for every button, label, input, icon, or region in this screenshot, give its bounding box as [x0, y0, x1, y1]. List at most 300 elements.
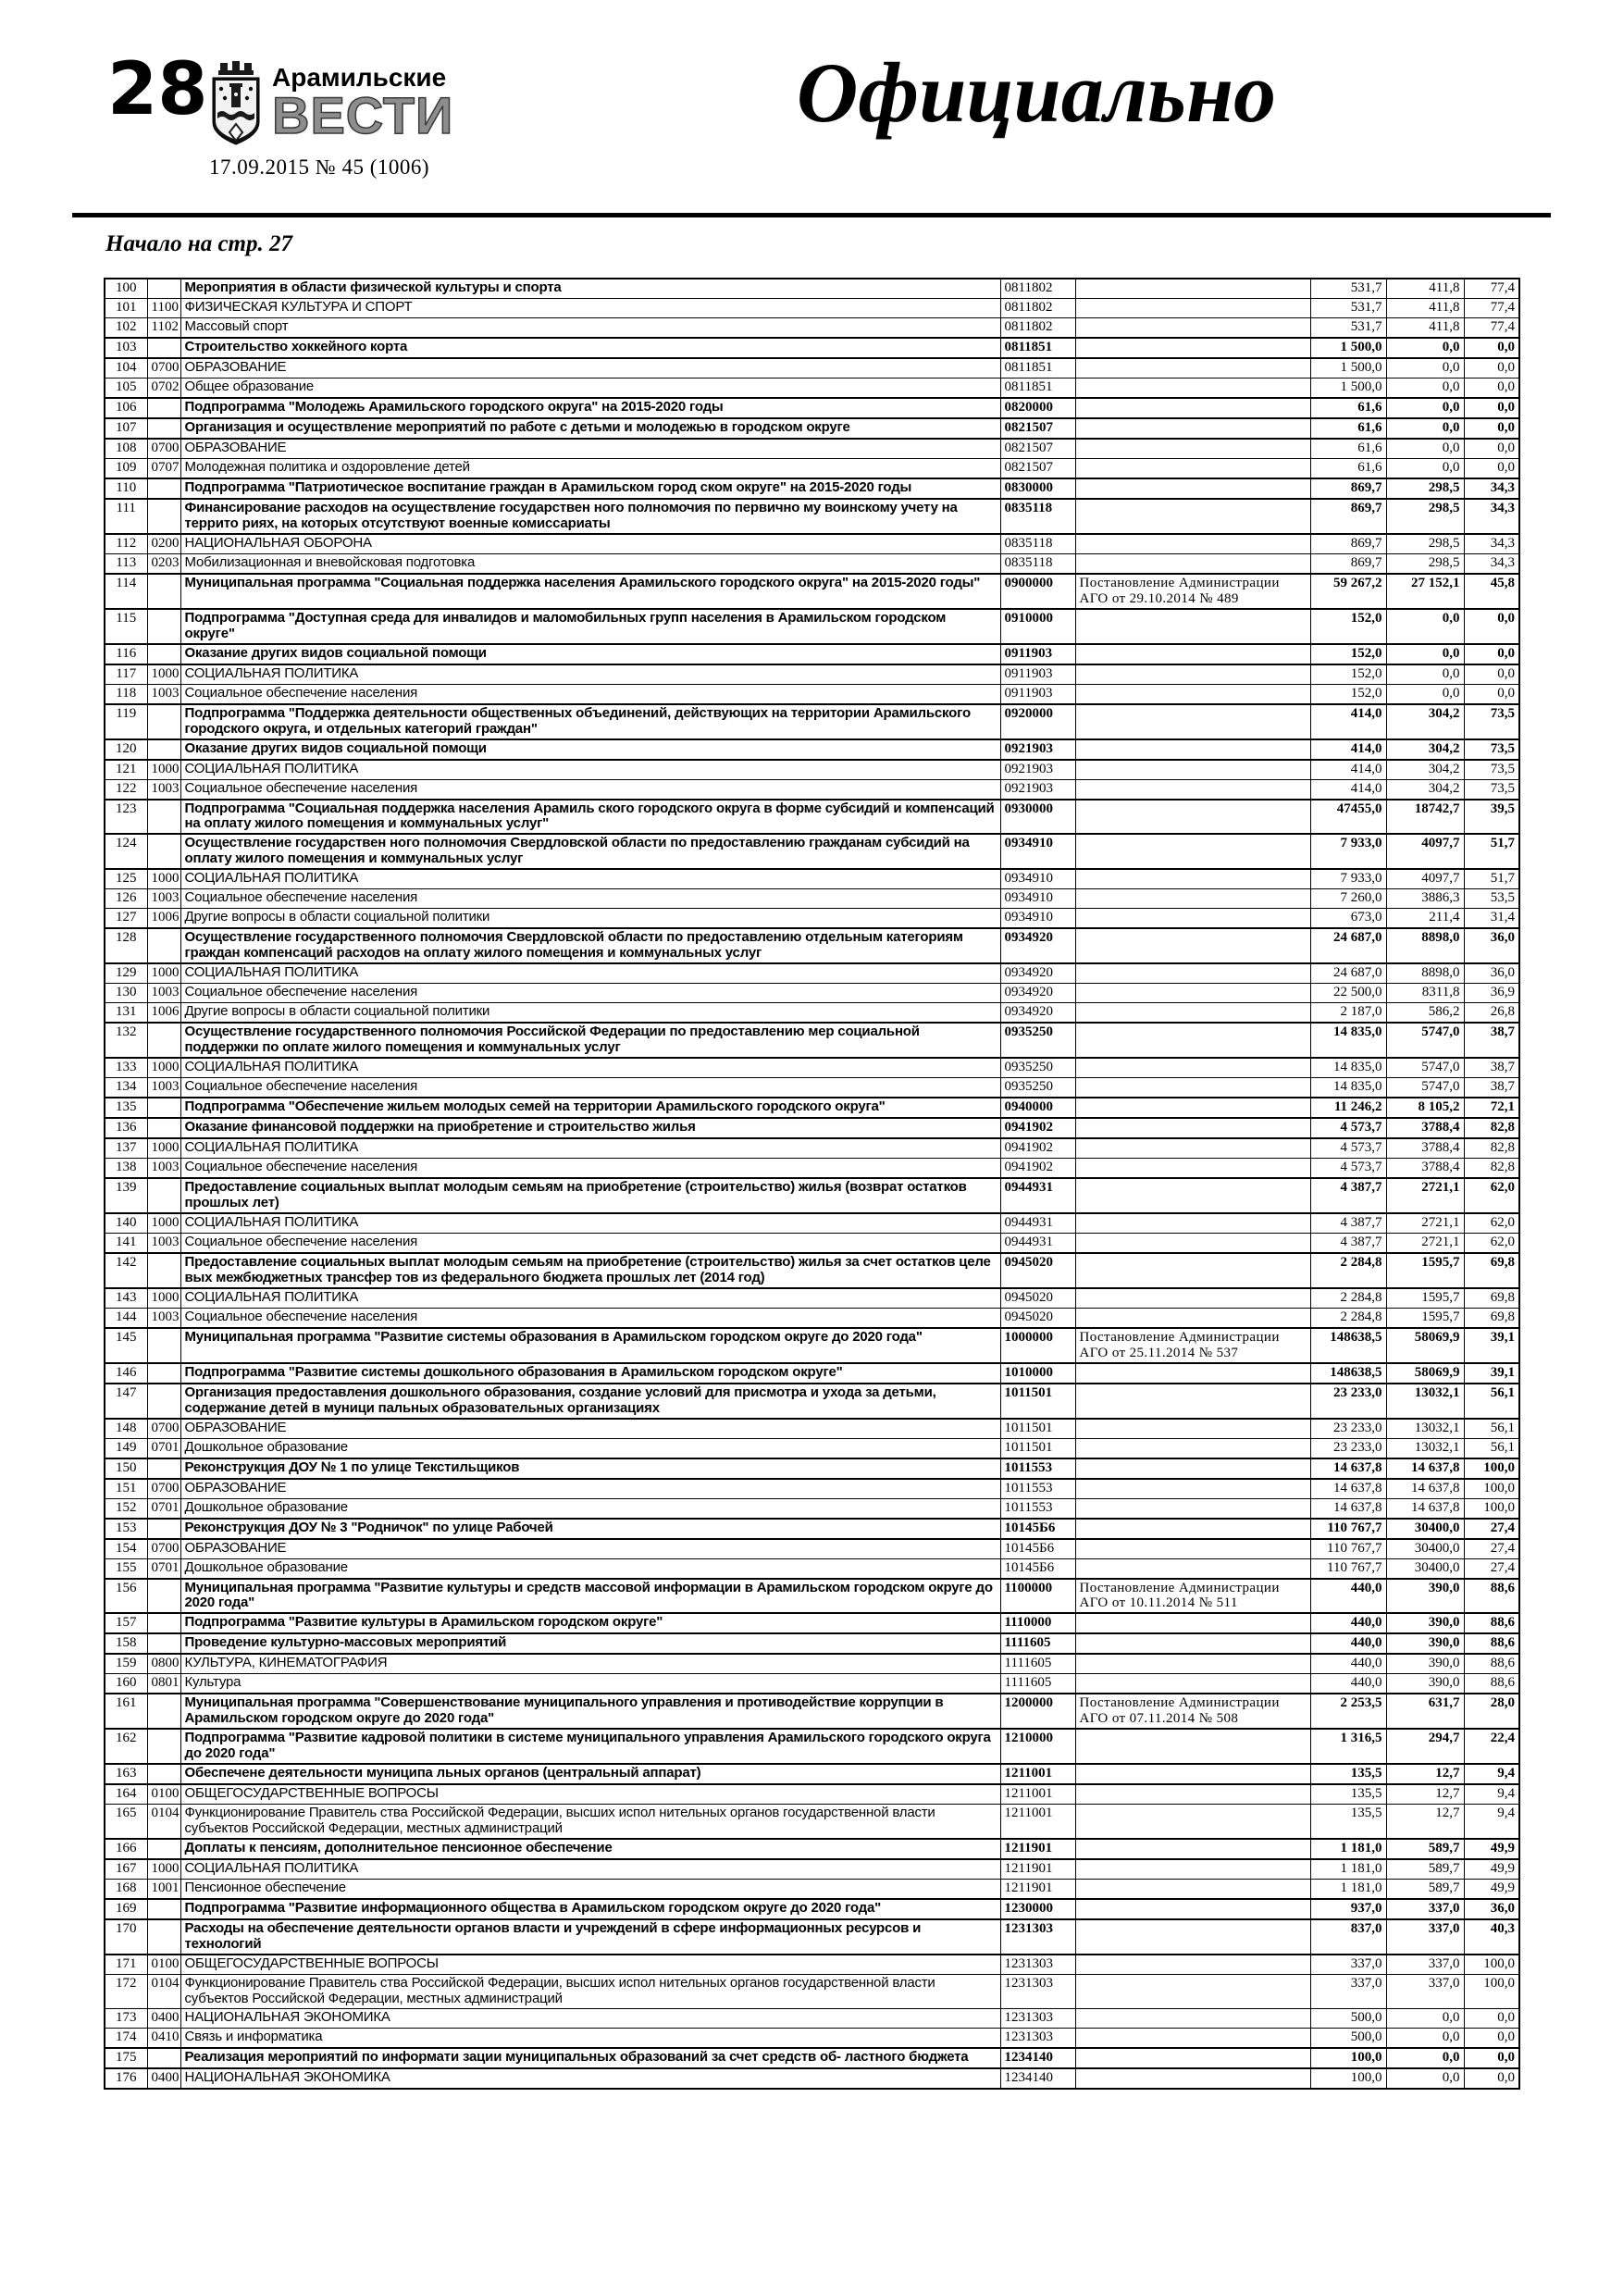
value-plan: 61,6 — [1310, 398, 1386, 418]
value-fact: 1595,7 — [1386, 1253, 1464, 1288]
row-name: Подпрограмма "Развитие культуры в Арамильском городском округе" — [180, 1613, 1000, 1633]
table-row — [105, 1023, 1519, 1058]
row-number: 142 — [105, 1253, 147, 1288]
section-code: 1000 — [147, 1288, 180, 1309]
section-code — [147, 1519, 180, 1539]
value-plan: 1 500,0 — [1310, 379, 1386, 399]
value-fact: 14 637,8 — [1386, 1498, 1464, 1519]
value-fact: 14 637,8 — [1386, 1479, 1464, 1499]
table-row — [105, 478, 1519, 499]
value-plan: 2 284,8 — [1310, 1288, 1386, 1309]
value-plan: 4 573,7 — [1310, 1118, 1386, 1138]
budget-code: 10145Б6 — [1000, 1539, 1075, 1559]
budget-code: 0944931 — [1000, 1213, 1075, 1234]
value-plan: 14 835,0 — [1310, 1058, 1386, 1078]
budget-code: 1211001 — [1000, 1764, 1075, 1784]
value-fact: 5747,0 — [1386, 1023, 1464, 1058]
value-plan: 7 933,0 — [1310, 834, 1386, 869]
table-row — [105, 1729, 1519, 1764]
row-note — [1075, 684, 1310, 704]
budget-code: 0941902 — [1000, 1118, 1075, 1138]
section-code — [147, 644, 180, 664]
budget-code: 0811802 — [1000, 279, 1075, 299]
value-percent: 56,1 — [1464, 1438, 1519, 1458]
value-fact: 0,0 — [1386, 459, 1464, 479]
budget-code: 0820000 — [1000, 398, 1075, 418]
value-plan: 1 181,0 — [1310, 1880, 1386, 1900]
row-number: 166 — [105, 1839, 147, 1859]
budget-code: 1234140 — [1000, 2048, 1075, 2068]
value-percent: 36,0 — [1464, 1899, 1519, 1919]
row-note — [1075, 398, 1310, 418]
value-fact: 390,0 — [1386, 1654, 1464, 1674]
row-note — [1075, 2028, 1310, 2048]
table-row — [105, 499, 1519, 534]
budget-code: 0934920 — [1000, 928, 1075, 963]
value-percent: 0,0 — [1464, 418, 1519, 439]
section-code: 1000 — [147, 1213, 180, 1234]
value-plan: 24 687,0 — [1310, 928, 1386, 963]
section-code — [147, 834, 180, 869]
section-code: 0801 — [147, 1674, 180, 1694]
value-plan: 2 284,8 — [1310, 1308, 1386, 1328]
budget-code: 0935250 — [1000, 1058, 1075, 1078]
value-percent: 9,4 — [1464, 1805, 1519, 1839]
budget-code: 0941902 — [1000, 1159, 1075, 1179]
row-number: 157 — [105, 1613, 147, 1633]
value-fact: 298,5 — [1386, 534, 1464, 554]
table-row — [105, 889, 1519, 909]
row-name: Реконструкция ДОУ № 1 по улице Текстильщиков — [180, 1458, 1000, 1479]
row-number: 118 — [105, 684, 147, 704]
budget-code: 0911903 — [1000, 684, 1075, 704]
row-note — [1075, 1213, 1310, 1234]
section-code — [147, 1118, 180, 1138]
row-note — [1075, 439, 1310, 459]
row-note — [1075, 909, 1310, 929]
row-number: 100 — [105, 279, 147, 299]
section-code: 0400 — [147, 2008, 180, 2028]
row-note — [1075, 1233, 1310, 1253]
value-percent: 72,1 — [1464, 1098, 1519, 1118]
budget-code: 1231303 — [1000, 1919, 1075, 1955]
row-name: Другие вопросы в области социальной политики — [180, 909, 1000, 929]
value-percent: 38,7 — [1464, 1058, 1519, 1078]
value-plan: 1 500,0 — [1310, 358, 1386, 379]
value-plan: 440,0 — [1310, 1674, 1386, 1694]
value-percent: 0,0 — [1464, 358, 1519, 379]
section-code: 1003 — [147, 1078, 180, 1098]
row-note — [1075, 2008, 1310, 2028]
row-name: Осуществление государственного полномочия Российской Федерации по предоставлению мер социальной поддержки по оплате жилого помещения и коммунальных услуг — [180, 1023, 1000, 1058]
row-name: Мероприятия в области физической культуры и спорта — [180, 279, 1000, 299]
row-name: Социальное обеспечение населения — [180, 1159, 1000, 1179]
row-note — [1075, 779, 1310, 800]
row-note — [1075, 499, 1310, 534]
value-percent: 0,0 — [1464, 684, 1519, 704]
table-row — [105, 1613, 1519, 1633]
value-fact: 0,0 — [1386, 338, 1464, 358]
row-note — [1075, 760, 1310, 780]
row-name: Организация предоставления дошкольного образования, создание условий для присмотра и ухода за детьми, содержание детей в муници пальных образовательных организациях — [180, 1384, 1000, 1419]
section-code: 0203 — [147, 553, 180, 574]
table-row — [105, 459, 1519, 479]
row-note — [1075, 704, 1310, 739]
row-number: 128 — [105, 928, 147, 963]
table-row — [105, 739, 1519, 760]
row-note — [1075, 928, 1310, 963]
value-plan: 4 387,7 — [1310, 1233, 1386, 1253]
row-number: 103 — [105, 338, 147, 358]
section-code: 0701 — [147, 1558, 180, 1579]
row-note — [1075, 1118, 1310, 1138]
value-fact: 8311,8 — [1386, 984, 1464, 1003]
row-note — [1075, 1308, 1310, 1328]
value-percent: 31,4 — [1464, 909, 1519, 929]
row-name: НАЦИОНАЛЬНАЯ ЭКОНОМИКА — [180, 2068, 1000, 2089]
value-percent: 73,5 — [1464, 760, 1519, 780]
value-fact: 2721,1 — [1386, 1213, 1464, 1234]
value-fact: 411,8 — [1386, 299, 1464, 318]
budget-code: 0811851 — [1000, 379, 1075, 399]
value-fact: 631,7 — [1386, 1694, 1464, 1729]
row-note: Постановление Администрации АГО от 29.10.2014 № 489 — [1075, 574, 1310, 609]
section-code: 0701 — [147, 1498, 180, 1519]
row-number: 111 — [105, 499, 147, 534]
row-name: ОБЩЕГОСУДАРСТВЕННЫЕ ВОПРОСЫ — [180, 1955, 1000, 1975]
value-percent: 0,0 — [1464, 338, 1519, 358]
row-note — [1075, 1479, 1310, 1499]
row-number: 113 — [105, 553, 147, 574]
value-fact: 5747,0 — [1386, 1078, 1464, 1098]
row-note — [1075, 299, 1310, 318]
value-fact: 13032,1 — [1386, 1384, 1464, 1419]
value-fact: 13032,1 — [1386, 1419, 1464, 1439]
budget-code: 0911903 — [1000, 664, 1075, 685]
section-code — [147, 1694, 180, 1729]
row-number: 176 — [105, 2068, 147, 2089]
row-name: ОБРАЗОВАНИЕ — [180, 358, 1000, 379]
row-name: Муниципальная программа "Социальная поддержка населения Арамильского городского округа" на 2015-2020 годы" — [180, 574, 1000, 609]
value-plan: 14 835,0 — [1310, 1023, 1386, 1058]
value-percent: 38,7 — [1464, 1023, 1519, 1058]
value-percent: 88,6 — [1464, 1674, 1519, 1694]
row-number: 151 — [105, 1479, 147, 1499]
value-fact: 589,7 — [1386, 1859, 1464, 1880]
budget-code: 0944931 — [1000, 1233, 1075, 1253]
section-code — [147, 574, 180, 609]
row-number: 114 — [105, 574, 147, 609]
row-note — [1075, 1558, 1310, 1579]
value-plan: 152,0 — [1310, 644, 1386, 664]
budget-code: 0934920 — [1000, 963, 1075, 984]
row-name: Строительство хоккейного корта — [180, 338, 1000, 358]
row-note — [1075, 1613, 1310, 1633]
value-plan: 14 637,8 — [1310, 1458, 1386, 1479]
row-number: 132 — [105, 1023, 147, 1058]
table-row — [105, 1674, 1519, 1694]
value-plan: 869,7 — [1310, 534, 1386, 554]
value-plan: 61,6 — [1310, 439, 1386, 459]
value-percent: 88,6 — [1464, 1654, 1519, 1674]
value-fact: 13032,1 — [1386, 1438, 1464, 1458]
row-note — [1075, 1384, 1310, 1419]
row-name: Подпрограмма "Развитие системы дошкольного образования в Арамильском городском округе" — [180, 1363, 1000, 1384]
value-fact: 390,0 — [1386, 1633, 1464, 1654]
table-row — [105, 1694, 1519, 1729]
row-note — [1075, 1955, 1310, 1975]
value-plan: 135,5 — [1310, 1805, 1386, 1839]
newspaper-name-top: Арамильские — [272, 63, 447, 92]
row-number: 168 — [105, 1880, 147, 1900]
row-note — [1075, 1253, 1310, 1288]
table-row — [105, 1919, 1519, 1955]
section-code: 1000 — [147, 1058, 180, 1078]
row-note: Постановление Администрации АГО от 25.11.2014 № 537 — [1075, 1328, 1310, 1363]
table-row — [105, 1539, 1519, 1559]
row-note — [1075, 1058, 1310, 1078]
value-fact: 8898,0 — [1386, 963, 1464, 984]
row-number: 105 — [105, 379, 147, 399]
row-note — [1075, 834, 1310, 869]
row-note — [1075, 889, 1310, 909]
section-code — [147, 418, 180, 439]
row-number: 106 — [105, 398, 147, 418]
value-plan: 500,0 — [1310, 2008, 1386, 2028]
section-code — [147, 338, 180, 358]
value-percent: 82,8 — [1464, 1159, 1519, 1179]
row-note — [1075, 869, 1310, 889]
row-name: СОЦИАЛЬНАЯ ПОЛИТИКА — [180, 1138, 1000, 1159]
section-code: 1000 — [147, 1859, 180, 1880]
section-code: 0700 — [147, 1419, 180, 1439]
value-plan: 869,7 — [1310, 499, 1386, 534]
budget-code: 0821507 — [1000, 439, 1075, 459]
value-percent: 88,6 — [1464, 1633, 1519, 1654]
budget-code: 1011553 — [1000, 1458, 1075, 1479]
value-plan: 100,0 — [1310, 2048, 1386, 2068]
row-number: 143 — [105, 1288, 147, 1309]
budget-code: 0944931 — [1000, 1178, 1075, 1213]
row-name: Социальное обеспечение населения — [180, 1078, 1000, 1098]
value-fact: 304,2 — [1386, 760, 1464, 780]
value-plan: 110 767,7 — [1310, 1539, 1386, 1559]
row-name: Другие вопросы в области социальной политики — [180, 1003, 1000, 1024]
value-percent: 88,6 — [1464, 1613, 1519, 1633]
row-name: Общее образование — [180, 379, 1000, 399]
row-number: 159 — [105, 1654, 147, 1674]
value-fact: 14 637,8 — [1386, 1458, 1464, 1479]
page-header — [0, 0, 1623, 220]
value-percent: 56,1 — [1464, 1419, 1519, 1439]
row-note — [1075, 1839, 1310, 1859]
row-name: Дошкольное образование — [180, 1438, 1000, 1458]
budget-code: 0835118 — [1000, 553, 1075, 574]
value-plan: 531,7 — [1310, 299, 1386, 318]
value-fact: 12,7 — [1386, 1805, 1464, 1839]
value-plan: 59 267,2 — [1310, 574, 1386, 609]
value-fact: 2721,1 — [1386, 1178, 1464, 1213]
budget-code: 0910000 — [1000, 609, 1075, 644]
row-number: 170 — [105, 1919, 147, 1955]
value-fact: 411,8 — [1386, 318, 1464, 339]
table-row — [105, 1764, 1519, 1784]
row-name: Молодежная политика и оздоровление детей — [180, 459, 1000, 479]
row-name: Дошкольное образование — [180, 1558, 1000, 1579]
row-note — [1075, 1674, 1310, 1694]
value-percent: 40,3 — [1464, 1919, 1519, 1955]
row-name: ОБРАЗОВАНИЕ — [180, 1539, 1000, 1559]
value-percent: 77,4 — [1464, 279, 1519, 299]
row-note — [1075, 379, 1310, 399]
row-name: Финансирование расходов на осуществление государствен ного полномочия по первично му воинскому учету на террито риях, на которых отсутствуют военные комиссариаты — [180, 499, 1000, 534]
table-row — [105, 1308, 1519, 1328]
value-fact: 337,0 — [1386, 1919, 1464, 1955]
budget-code: 0945020 — [1000, 1288, 1075, 1309]
row-name: Социальное обеспечение населения — [180, 684, 1000, 704]
table-row — [105, 1839, 1519, 1859]
value-fact: 30400,0 — [1386, 1558, 1464, 1579]
row-number: 127 — [105, 909, 147, 929]
section-code — [147, 1633, 180, 1654]
row-name: Подпрограмма "Патриотическое воспитание граждан в Арамильском город ском округе" на 2015-2020 годы — [180, 478, 1000, 499]
row-number: 108 — [105, 439, 147, 459]
budget-code: 1100000 — [1000, 1579, 1075, 1614]
section-code — [147, 1729, 180, 1764]
value-plan: 4 387,7 — [1310, 1178, 1386, 1213]
row-number: 133 — [105, 1058, 147, 1078]
row-name: Социальное обеспечение населения — [180, 779, 1000, 800]
row-name: ОБРАЗОВАНИЕ — [180, 439, 1000, 459]
row-name: Предоставление социальных выплат молодым семьям на приобретение (строительство) жилья за счет остатков целе вых межбюджетных трансфер тов из федерального бюджета прошлых лет (2014 год) — [180, 1253, 1000, 1288]
row-name: Расходы на обеспечение деятельности органов власти и учреждений в сфере информационных ресурсов и технологий — [180, 1919, 1000, 1955]
row-number: 123 — [105, 800, 147, 835]
budget-code: 0811802 — [1000, 318, 1075, 339]
value-plan: 414,0 — [1310, 739, 1386, 760]
row-number: 139 — [105, 1178, 147, 1213]
row-note — [1075, 644, 1310, 664]
budget-code: 1011501 — [1000, 1384, 1075, 1419]
section-code: 1000 — [147, 1138, 180, 1159]
value-percent: 36,0 — [1464, 928, 1519, 963]
value-plan: 837,0 — [1310, 1919, 1386, 1955]
value-percent: 0,0 — [1464, 398, 1519, 418]
section-code: 1000 — [147, 664, 180, 685]
value-percent: 62,0 — [1464, 1178, 1519, 1213]
value-percent: 77,4 — [1464, 299, 1519, 318]
row-note — [1075, 1078, 1310, 1098]
section-code — [147, 1579, 180, 1614]
table-row — [105, 2048, 1519, 2068]
row-note — [1075, 358, 1310, 379]
value-percent: 27,4 — [1464, 1539, 1519, 1559]
value-plan: 7 260,0 — [1310, 889, 1386, 909]
value-plan: 440,0 — [1310, 1654, 1386, 1674]
budget-code: 1011553 — [1000, 1498, 1075, 1519]
row-name: Осуществление государствен ного полномочия Свердловской области по предоставлению гражданам субсидий на оплату жилого помещения и коммунальных услуг — [180, 834, 1000, 869]
section-code: 0104 — [147, 1974, 180, 2008]
section-code: 0700 — [147, 1539, 180, 1559]
row-note — [1075, 739, 1310, 760]
table-row — [105, 1899, 1519, 1919]
table-row — [105, 574, 1519, 609]
budget-code: 0945020 — [1000, 1253, 1075, 1288]
table-row — [105, 279, 1519, 299]
budget-code: 0811851 — [1000, 338, 1075, 358]
value-percent: 39,5 — [1464, 800, 1519, 835]
row-number: 147 — [105, 1384, 147, 1419]
value-percent: 45,8 — [1464, 574, 1519, 609]
row-note — [1075, 1919, 1310, 1955]
row-name: Культура — [180, 1674, 1000, 1694]
budget-code: 0930000 — [1000, 800, 1075, 835]
section-code: 1102 — [147, 318, 180, 339]
row-number: 175 — [105, 2048, 147, 2068]
budget-table-container — [104, 278, 1518, 2090]
budget-code: 0935250 — [1000, 1078, 1075, 1098]
budget-code: 1211901 — [1000, 1880, 1075, 1900]
row-number: 167 — [105, 1859, 147, 1880]
value-percent: 62,0 — [1464, 1213, 1519, 1234]
issue-info: 17.09.2015 № 45 (1006) — [209, 155, 430, 179]
row-name: Реализация мероприятий по информати зации муниципальных образований за счет средств об- ластного бюджета — [180, 2048, 1000, 2068]
table-row — [105, 534, 1519, 554]
budget-code: 1011501 — [1000, 1438, 1075, 1458]
row-name: Пенсионное обеспечение — [180, 1880, 1000, 1900]
section-code — [147, 1613, 180, 1633]
section-code — [147, 1363, 180, 1384]
value-percent: 0,0 — [1464, 2068, 1519, 2089]
value-plan: 500,0 — [1310, 2028, 1386, 2048]
section-code — [147, 1253, 180, 1288]
row-note — [1075, 963, 1310, 984]
section-code — [147, 1919, 180, 1955]
budget-code: 0945020 — [1000, 1308, 1075, 1328]
row-number: 144 — [105, 1308, 147, 1328]
row-number: 162 — [105, 1729, 147, 1764]
value-percent: 34,3 — [1464, 553, 1519, 574]
row-name: Подпрограмма "Развитие информационного общества в Арамильском городском округе до 2020 года" — [180, 1899, 1000, 1919]
budget-code: 1011501 — [1000, 1419, 1075, 1439]
value-plan: 1 500,0 — [1310, 338, 1386, 358]
table-row — [105, 2068, 1519, 2089]
row-note — [1075, 1519, 1310, 1539]
row-number: 119 — [105, 704, 147, 739]
table-row — [105, 1159, 1519, 1179]
table-row — [105, 609, 1519, 644]
row-number: 109 — [105, 459, 147, 479]
section-code — [147, 1178, 180, 1213]
row-number: 163 — [105, 1764, 147, 1784]
row-name: Социальное обеспечение населения — [180, 889, 1000, 909]
row-note — [1075, 1654, 1310, 1674]
table-row — [105, 644, 1519, 664]
row-note — [1075, 338, 1310, 358]
section-code: 1003 — [147, 684, 180, 704]
section-code: 1001 — [147, 1880, 180, 1900]
row-number: 136 — [105, 1118, 147, 1138]
row-note — [1075, 664, 1310, 685]
value-plan: 23 233,0 — [1310, 1438, 1386, 1458]
section-code: 1100 — [147, 299, 180, 318]
budget-code: 1011553 — [1000, 1479, 1075, 1499]
table-row — [105, 1078, 1519, 1098]
table-row — [105, 909, 1519, 929]
row-name: Подпрограмма "Поддержка деятельности общественных объединений, действующих на территории Арамильского городского округа, и отдельных категорий граждан" — [180, 704, 1000, 739]
budget-code: 10145Б6 — [1000, 1558, 1075, 1579]
row-name: НАЦИОНАЛЬНАЯ ЭКОНОМИКА — [180, 2008, 1000, 2028]
value-fact: 27 152,1 — [1386, 574, 1464, 609]
